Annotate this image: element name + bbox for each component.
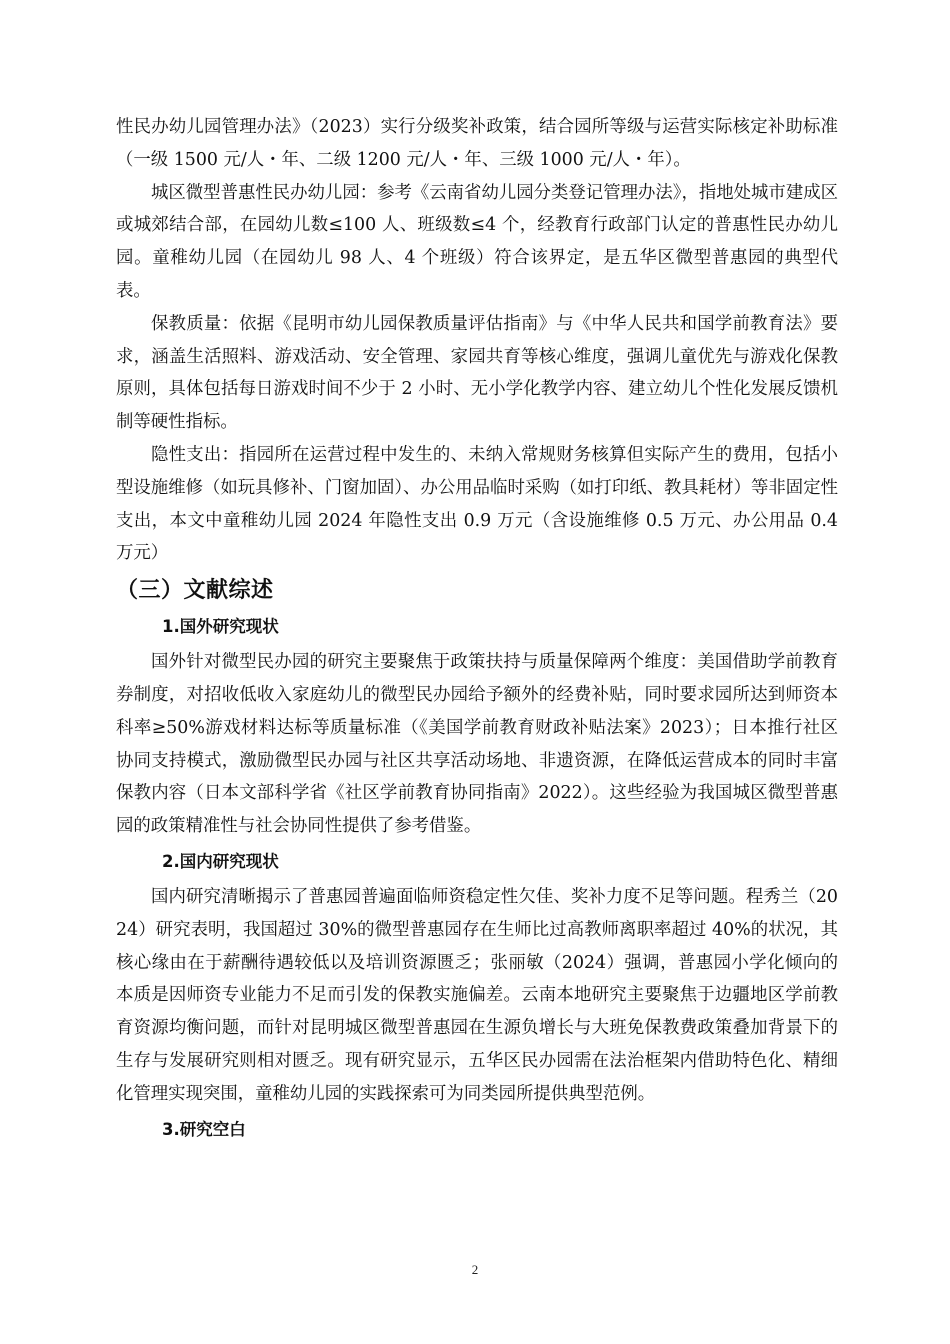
paragraph-definition-micro-kindergarten: 城区微型普惠性民办幼儿园：参考《云南省幼儿园分类登记管理办法》，指地处城市建成区或城郊结合部，在园幼儿数≤100 人、班级数≤4 个，经教育行政部门认定的普惠性民办幼儿园。童稚幼儿园（在园幼儿 98 人、4 个班级）符合该界定，是五华区微型普惠园的典型代表。 bbox=[116, 182, 838, 301]
section-heading-literature-review: （三）文献综述 bbox=[116, 578, 274, 604]
paragraph-definition-hidden-expenses: 隐性支出：指园所在运营过程中发生的、未纳入常规财务核算但实际产生的费用，包括小型设施维修（如玩具修补、门窗加固）、办公用品临时采购（如打印纸、教具耗材）等非固定性支出，本文中童稚幼儿园 2024 年隐性支出 0.9 万元（含设施维修 0.5 万元、办公用品 0.4 万元） bbox=[116, 444, 838, 564]
page-number: 2 bbox=[471, 1262, 479, 1277]
paragraph-foreign-research: 国外针对微型民办园的研究主要聚焦于政策扶持与质量保障两个维度：美国借助学前教育券制度，对招收低收入家庭幼儿的微型民办园给予额外的经费补贴，同时要求园所达到师资本科率≥50%游戏材料达标等质量标准（《美国学前教育财政补贴法案》2023）；日本推行社区协同支持模式，激励微型民办园与社区共享活动场地、非遗资源，在降低运营成本的同时丰富保教内容（日本文部科学省《社区学前教育协同指南》2022）。这些经验为我国城区微型普惠园的政策精准性与社会协同性提供了参考借鉴。 bbox=[116, 652, 838, 837]
subheading-foreign-research: 1.国外研究现状 bbox=[162, 617, 279, 637]
paragraph-subsidy-standard: 性民办幼儿园管理办法》（2023）实行分级奖补政策，结合园所等级与运营实际核定补助标准（一级 1500 元/人・年、二级 1200 元/人・年、三级 1000 元/人・年）。 bbox=[116, 117, 838, 170]
subheading-domestic-research: 2.国内研究现状 bbox=[162, 851, 279, 871]
document-body bbox=[116, 111, 838, 1149]
subheading-research-gap: 3.研究空白 bbox=[162, 1119, 246, 1139]
paragraph-definition-care-quality: 保教质量：依据《昆明市幼儿园保教质量评估指南》与《中华人民共和国学前教育法》要求，涵盖生活照料、游戏活动、安全管理、家园共育等核心维度，强调儿童优先与游戏化保教原则，具体包括每日游戏时间不少于 2 小时、无小学化教学内容、建立幼儿个性化发展反馈机制等硬性指标。 bbox=[116, 313, 838, 433]
paragraph-domestic-research: 国内研究清晰揭示了普惠园普遍面临师资稳定性欠佳、奖补力度不足等问题。程秀兰（2024）研究表明，我国超过 30%的微型普惠园存在生师比过高教师离职率超过 40%的状况，其核心缘由在于薪酬待遇较低以及培训资源匮乏；张丽敏（2024）强调，普惠园小学化倾向的本质是因师资专业能力不足而引发的保教实施偏差。云南本地研究主要聚焦于边疆地区学前教育资源均衡问题，而针对昆明城区微型普惠园在生源负增长与大班免保教费政策叠加背景下的生存与发展研究则相对匮乏。现有研究显示，五华区民办园需在法治框架内借助特色化、精细化管理实现突围，童稚幼儿园的实践探索可为同类园所提供典型范例。 bbox=[116, 886, 838, 1104]
